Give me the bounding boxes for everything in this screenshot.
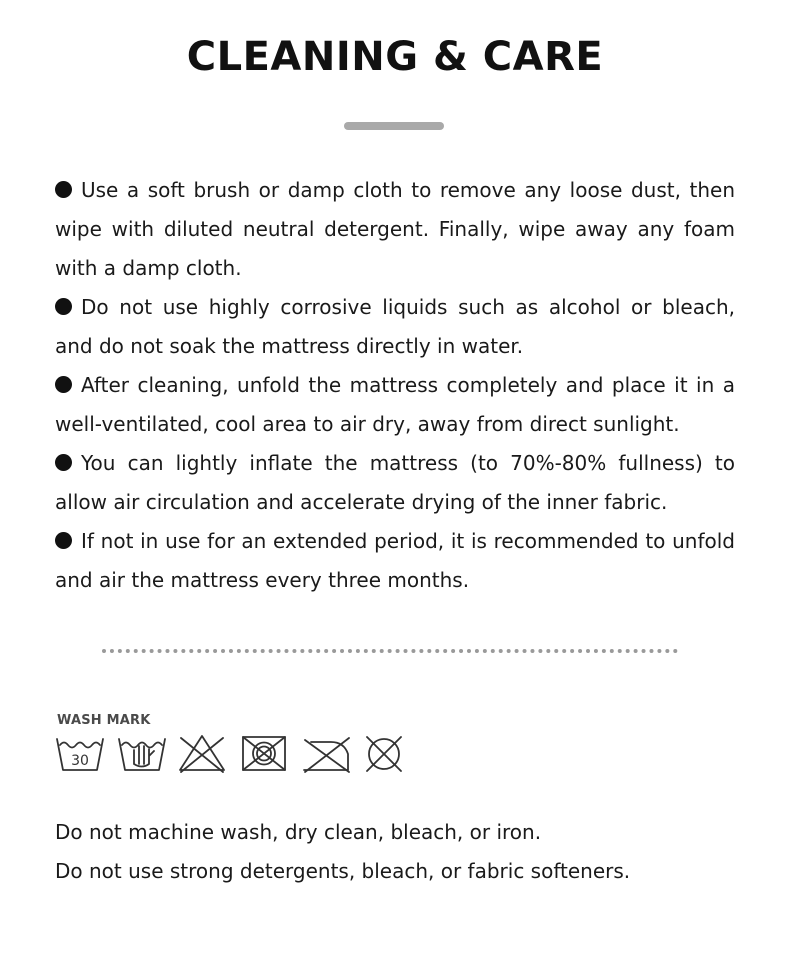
page-title: CLEANING & CARE bbox=[186, 34, 604, 80]
bullet-icon bbox=[55, 532, 72, 549]
no-iron-icon bbox=[304, 738, 349, 772]
note-line: Do not use strong detergents, bleach, or fabric softeners. bbox=[55, 859, 631, 883]
bullet-icon bbox=[55, 454, 72, 471]
wash-mark-icons bbox=[55, 732, 415, 776]
list-item: After cleaning, unfold the mattress completely and place it in a well-ventilated, cool area to air dry, away from direct sunlight. bbox=[55, 373, 735, 436]
wash-mark-label: WASH MARK bbox=[57, 713, 151, 728]
bullet-icon bbox=[55, 376, 72, 393]
hand-wash-icon bbox=[119, 739, 165, 770]
no-dry-clean-icon bbox=[367, 737, 401, 771]
no-bleach-icon bbox=[180, 736, 224, 772]
wash-30-icon bbox=[57, 739, 103, 770]
bullet-icon bbox=[55, 298, 72, 315]
list-item: Do not use highly corrosive liquids such as alcohol or bleach, and do not soak the mattress directly in water. bbox=[55, 295, 735, 358]
list-item: If not in use for an extended period, it is recommended to unfold and air the mattress every three months. bbox=[55, 529, 735, 592]
svg-text:30: 30 bbox=[71, 753, 89, 769]
note-line: Do not machine wash, dry clean, bleach, or iron. bbox=[55, 820, 542, 844]
list-item: You can lightly inflate the mattress (to 70%-80% fullness) to allow air circulation and accelerate drying of the inner fabric. bbox=[55, 451, 735, 514]
wash-notes bbox=[55, 813, 755, 891]
bullet-icon bbox=[55, 181, 72, 198]
care-instructions-list bbox=[55, 171, 735, 600]
no-tumble-dry-icon bbox=[243, 737, 285, 770]
section-divider bbox=[102, 649, 678, 653]
title-underline bbox=[344, 122, 444, 130]
list-item: Use a soft brush or damp cloth to remove any loose dust, then wipe with diluted neutral detergent. Finally, wipe away any foam with a damp cloth. bbox=[55, 178, 735, 280]
